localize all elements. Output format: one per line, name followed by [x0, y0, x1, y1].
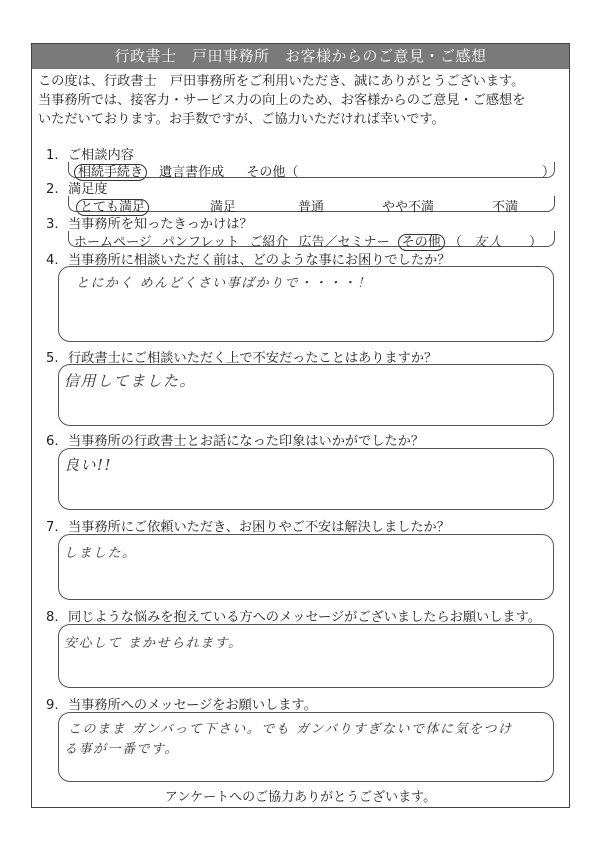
option-selected[interactable]: その他: [398, 234, 445, 251]
option-selected[interactable]: 相続手続き: [74, 164, 147, 181]
option[interactable]: ご紹介: [249, 235, 289, 250]
option[interactable]: 広告／セミナー: [298, 235, 390, 250]
question-label: 当事務所にご依頼いただき、お困りやご不安は解決しましたか？: [68, 520, 450, 535]
intro-line: いただいております。お手数ですが、ご協力いただければ幸いです。: [38, 112, 445, 127]
option[interactable]: 不満: [492, 200, 519, 215]
question-9: [46, 694, 317, 713]
option[interactable]: パンフレット: [161, 235, 240, 250]
question-number: 7.: [46, 520, 59, 535]
question-number: 5.: [46, 351, 59, 366]
handwritten-answer: 友人: [474, 235, 504, 250]
handwritten-answer-line: る事が一番です。: [64, 742, 179, 757]
option-label: とても満足: [76, 199, 149, 216]
question-number: 2.: [46, 182, 59, 197]
handwritten-answer: 安心して まかせられます。: [64, 636, 243, 651]
intro-text: [38, 72, 563, 129]
question-3: [46, 213, 253, 232]
q3-options: [74, 231, 542, 250]
option-paren: （: [448, 235, 462, 250]
question-8: [46, 606, 541, 625]
page-title: 行政書士 戸田事務所 お客様からのご意見・ご感想: [32, 44, 569, 69]
q1-options: [74, 161, 298, 180]
handwritten-answer-line: このまま ガンバって下さい。でも ガンバりすぎないで体に気をつけ: [68, 722, 513, 737]
footer-thanks: アンケートへのご協力ありがとうございます。: [164, 790, 437, 805]
question-label: 同じような悩みを抱えている方へのメッセージがございましたらお願いします。: [68, 610, 541, 625]
question-number: 6.: [46, 434, 59, 449]
answer-box: [58, 448, 554, 510]
option[interactable]: その他（: [246, 165, 299, 180]
question-2: [46, 178, 108, 197]
option[interactable]: やや不満: [382, 200, 435, 215]
question-number: 4.: [46, 253, 59, 268]
option-paren: ）: [529, 235, 543, 250]
handwritten-answer: とにかく めんどくさい事ばかりで・・・・！: [76, 276, 372, 291]
question-label: 当事務所に相談いただく前は、どのような事にお困りでしたか？: [68, 253, 451, 268]
question-label: 当事務所を知ったきっかけは？: [68, 217, 253, 232]
option-paren: ）: [542, 165, 556, 180]
question-7: [46, 516, 450, 535]
option[interactable]: 普通: [298, 200, 325, 215]
intro-line: 当事務所では、接客力・サービス力の向上のため、お客様からのご意見・ご感想を: [38, 93, 526, 108]
question-number: 3.: [46, 217, 59, 232]
handwritten-answer: 信用してました。: [64, 372, 197, 390]
handwritten-answer: 良い!!: [64, 456, 113, 474]
question-label: 行政書士にご相談いただく上で不安だったことはありますか？: [68, 351, 438, 366]
question-label: 満足度: [68, 182, 108, 197]
option[interactable]: 遺言書作成: [159, 165, 225, 180]
question-number: 9.: [46, 698, 59, 713]
option[interactable]: ホームページ: [74, 235, 152, 250]
intro-line: この度は、行政書士 戸田事務所をご利用いただき、誠にありがとうございます。: [38, 74, 525, 89]
question-label: 当事務所へのメッセージをお願いします。: [68, 698, 317, 713]
question-label: ご相談内容: [68, 148, 134, 163]
question-number: 8.: [46, 610, 59, 625]
question-number: 1.: [46, 148, 59, 163]
question-6: [46, 430, 424, 449]
option[interactable]: 満足: [210, 200, 237, 215]
question-label: 当事務所の行政書士とお話になった印象はいかがでしたか？: [68, 434, 425, 449]
handwritten-answer: しました。: [64, 546, 137, 561]
survey-sheet: [31, 43, 570, 808]
